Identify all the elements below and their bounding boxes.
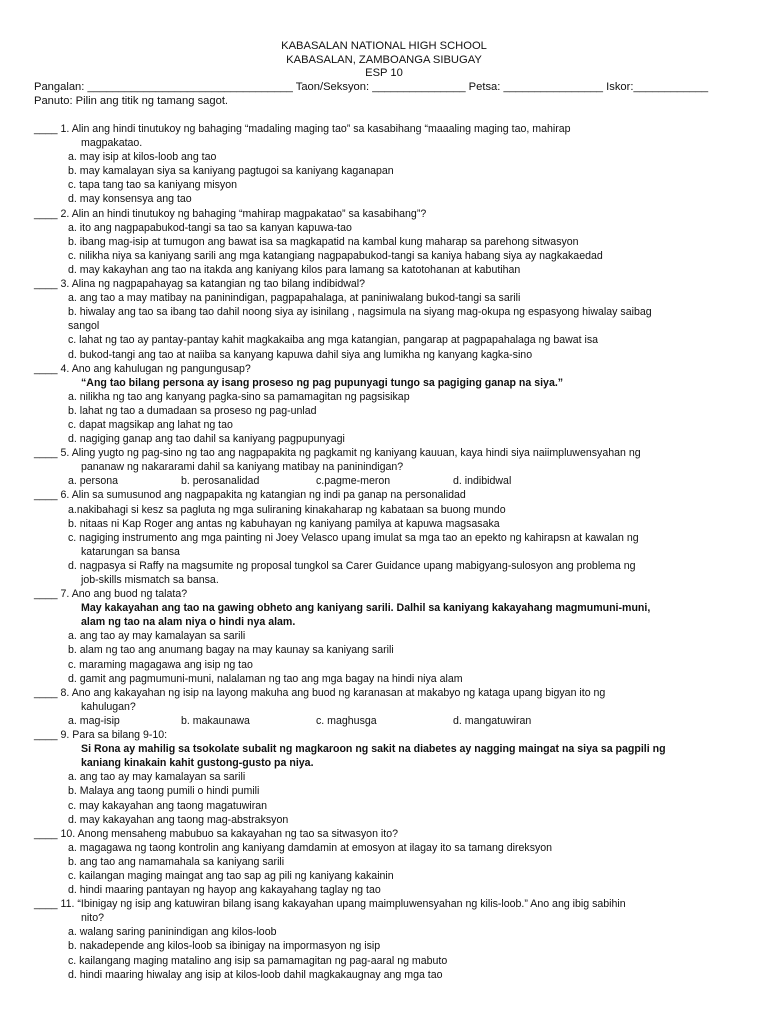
question-9 xyxy=(34,728,734,827)
answer-option: a. ang tao a may matibay na paninindigan, pagpapahalaga, at paniniwalang bukod-tangi sa sarili xyxy=(68,292,521,305)
answer-option: b. nitaas ni Kap Roger ang antas ng kabuhayan ng kaniyang pamilya at kapuwa magsasaka xyxy=(68,517,500,530)
question-stem: ____ 6. Alin sa sumusunod ang nagpapakita ng katangian ng indi pa ganap na personalidad xyxy=(34,489,466,502)
student-info-line: Pangalan: _________________________________ Taon/Seksyon: _______________ Petsa: ________________ Iskor:____________ xyxy=(34,81,709,93)
answer-option: a. ang tao ay may kamalayan sa sarili xyxy=(68,771,246,784)
answer-option: a. ito ang nagpapabukod-tangi sa tao sa kanyan kapuwa-tao xyxy=(68,221,352,234)
question-5 xyxy=(34,446,734,488)
school-name: KABASALAN NATIONAL HIGH SCHOOL xyxy=(281,40,487,52)
answer-option: b. nakadepende ang kilos-loob sa ibinigay na impormasyon ng isip xyxy=(68,940,381,953)
answer-option: b. ibang mag-isip at tumugon ang bawat isa sa magkapatid na kambal kung maharap sa parehong sitwasyon xyxy=(68,235,579,248)
answer-option: b. ang tao ang namamahala sa kaniyang sarili xyxy=(68,855,285,868)
answer-option: sangol xyxy=(68,320,100,333)
answer-option: a. persona xyxy=(68,475,119,488)
answer-option: b. lahat ng tao a dumadaan sa proseso ng pag-unlad xyxy=(68,404,317,417)
answer-options-row xyxy=(34,714,734,728)
answer-option: d. may kakayhan ang tao na itakda ang kaniyang kilos para lamang sa katotohanan at kabutihan xyxy=(68,263,521,276)
question-stem: ____ 10. Anong mensaheng mabubuo sa kakayahan ng tao sa sitwasyon ito? xyxy=(34,827,398,840)
answer-option: katarungan sa bansa xyxy=(81,545,180,558)
answer-option: a. nilikha ng tao ang kanyang pagka-sino sa pamamagitan ng pagsisikap xyxy=(68,390,410,403)
question-8 xyxy=(34,686,734,728)
answer-option: c. may kakayahan ang taong magatuwiran xyxy=(68,799,268,812)
question-list xyxy=(34,122,734,982)
answer-option: c. kailangang maging matalino ang isip sa pamamagitan ng pag-aaral ng mabuto xyxy=(68,954,448,967)
question-stem-continued: Si Rona ay mahilig sa tsokolate subalit ng magkaroon ng sakit na diabetes ay nagging maingat na siya sa pagpili ng xyxy=(81,743,666,756)
question-stem: ____ 3. Alina ng nagpapahayag sa katangian ng tao bilang indibidwal? xyxy=(34,278,366,291)
question-1 xyxy=(34,122,734,207)
answer-option: c. nagiging instrumento ang mga painting ni Joey Velasco upang imulat sa mga tao an epekto ng kahirapsn at kawalan ng xyxy=(68,531,639,544)
question-stem: ____ 11. “Ibinigay ng isip ang katuwiran bilang isang kakayahan upang maimpluwensyahan ng kilis-loob.” Ano ang ibig sabihin xyxy=(34,898,626,911)
answer-option: a. magagawa ng taong kontrolin ang kaniyang damdamin at emosyon at ilagay ito sa tamang direksyon xyxy=(68,841,553,854)
answer-option: a. mag-isip xyxy=(68,714,120,727)
answer-option: c. maghusga xyxy=(316,714,377,727)
answer-option: c.pagme-meron xyxy=(316,475,391,488)
question-4 xyxy=(34,362,734,447)
answer-option: job-skills mismatch sa bansa. xyxy=(81,574,219,586)
question-2 xyxy=(34,207,734,277)
answer-option: c. nilikha niya sa kaniyang sarili ang mga katangiang nagpapabukod-tangi sa kaniya habang siya ay nagkakaedad xyxy=(68,249,603,262)
answer-option: b. perosanalidad xyxy=(181,475,260,488)
answer-options-row xyxy=(34,474,734,488)
answer-option: c. kailangan maging maingat ang tao sap ag pili ng kaniyang kakainin xyxy=(68,869,394,882)
answer-option: d. mangatuwiran xyxy=(453,714,532,727)
answer-option: a.nakibahagi si kesz sa pagluta ng mga suliraning kinakaharap ng kabataan sa buong mundo xyxy=(68,503,506,516)
question-stem: ____ 2. Alin an hindi tinutukoy ng bahaging “mahirap magpakatao” sa kasabihang”? xyxy=(34,207,427,220)
answer-option: d. indibidwal xyxy=(453,475,512,488)
answer-option: b. may kamalayan siya sa kaniyang pagtugoi sa kaniyang kaganapan xyxy=(68,165,394,178)
answer-option: b. hiwalay ang tao sa ibang tao dahil noong siya ay isinilang , nagsimula na siyang mag-okupa ng espasyong hiwalay saibag xyxy=(68,306,652,319)
answer-option: c. dapat magsikap ang lahat ng tao xyxy=(68,418,233,431)
answer-option: c. lahat ng tao ay pantay-pantay kahit magkakaiba ang mga katangian, pangarap at pagpapahalaga ng bawat isa xyxy=(68,334,599,347)
question-stem-continued: “Ang tao bilang persona ay isang proseso ng pag pupunyagi tungo sa pagiging ganap na siya.” xyxy=(81,376,564,389)
question-stem: ____ 5. Aling yugto ng pag-sino ng tao ang nagpapakita ng pagkamit ng kaniyang kauuan, kaya hindi siya naiimpluwensyahan ng xyxy=(34,447,641,460)
question-stem-continued: magpakatao. xyxy=(81,137,143,150)
answer-option: a. may isip at kilos-loob ang tao xyxy=(68,151,217,164)
answer-option: d. may konsensya ang tao xyxy=(68,193,192,206)
question-stem-continued: pananaw ng nakararami dahil sa kaniyang matibay na paninindigan? xyxy=(81,461,404,474)
answer-option: c. maraming magagawa ang isip ng tao xyxy=(68,658,253,671)
question-stem: ____ 1. Alin ang hindi tinutukoy ng bahaging “madaling maging tao” sa kasabihang “maaaling maging tao, mahirap xyxy=(34,123,571,135)
answer-option: d. hindi maaring pantayan ng hayop ang kakayahang taglay ng tao xyxy=(68,884,381,897)
answer-option: d. nagiging ganap ang tao dahil sa kaniyang pagpupunyagi xyxy=(68,433,345,446)
answer-option: b. makaunawa xyxy=(181,714,250,727)
answer-option: a. ang tao ay may kamalayan sa sarili xyxy=(68,630,246,643)
answer-option: b. Malaya ang taong pumili o hindi pumili xyxy=(68,785,260,798)
answer-option: d. may kakayahan ang taong mag-abstraksyon xyxy=(68,813,289,826)
question-stem-continued: May kakayahan ang tao na gawing obheto ang kaniyang sarili. Dalhil sa kaniyang kakayahang magmumuni-muni, xyxy=(81,602,651,615)
question-stem-continued: alam ng tao na alam niya o hindi nya alam. xyxy=(81,616,296,629)
question-stem: ____ 4. Ano ang kahulugan ng pangungusap? xyxy=(34,362,251,375)
question-stem: ____ 8. Ano ang kakayahan ng isip na layong makuha ang buod ng karanasan at makabyo ng kataga upang bigyan ito ng xyxy=(34,686,606,699)
answer-option: c. tapa tang tao sa kaniyang misyon xyxy=(68,179,238,192)
answer-option: d. hindi maaring hiwalay ang isip at kilos-loob dahil magkakaugnay ang mga tao xyxy=(68,968,443,981)
question-10 xyxy=(34,827,734,897)
directions: Panuto: Pilin ang titik ng tamang sagot. xyxy=(34,95,229,107)
answer-option: a. walang saring paninindigan ang kilos-loob xyxy=(68,926,277,939)
exam-header xyxy=(0,0,768,81)
answer-option: d. bukod-tangi ang tao at naiiba sa kanyang kapuwa dahil siya ang lumikha ng kanyang kagka-sino xyxy=(68,348,533,361)
question-3 xyxy=(34,277,734,362)
answer-option: d. gamit ang pagmumuni-muni, nalalaman ng tao ang mga bagay na hindi niya alam xyxy=(68,672,463,685)
answer-option: b. alam ng tao ang anumang bagay na may kaunay sa kaniyang sarili xyxy=(68,644,394,657)
question-stem: ____ 9. Para sa bilang 9-10: xyxy=(34,729,168,742)
question-stem-continued: kahulugan? xyxy=(81,700,136,713)
answer-option: d. nagpasya si Raffy na magsumite ng proposal tungkol sa Carer Guidance upang mabigyang-sulosyon ang problema ng xyxy=(68,559,636,572)
subject-title: ESP 10 xyxy=(365,67,403,80)
question-stem-continued: kaniang kinakain kahit gustong-gusto pa niya. xyxy=(81,757,314,770)
question-7 xyxy=(34,587,734,686)
school-location: KABASALAN, ZAMBOANGA SIBUGAY xyxy=(286,53,482,66)
question-11 xyxy=(34,897,734,982)
question-stem: ____ 7. Ano ang buod ng talata? xyxy=(34,588,188,601)
question-6 xyxy=(34,488,734,587)
question-stem-continued: nito? xyxy=(81,912,104,925)
